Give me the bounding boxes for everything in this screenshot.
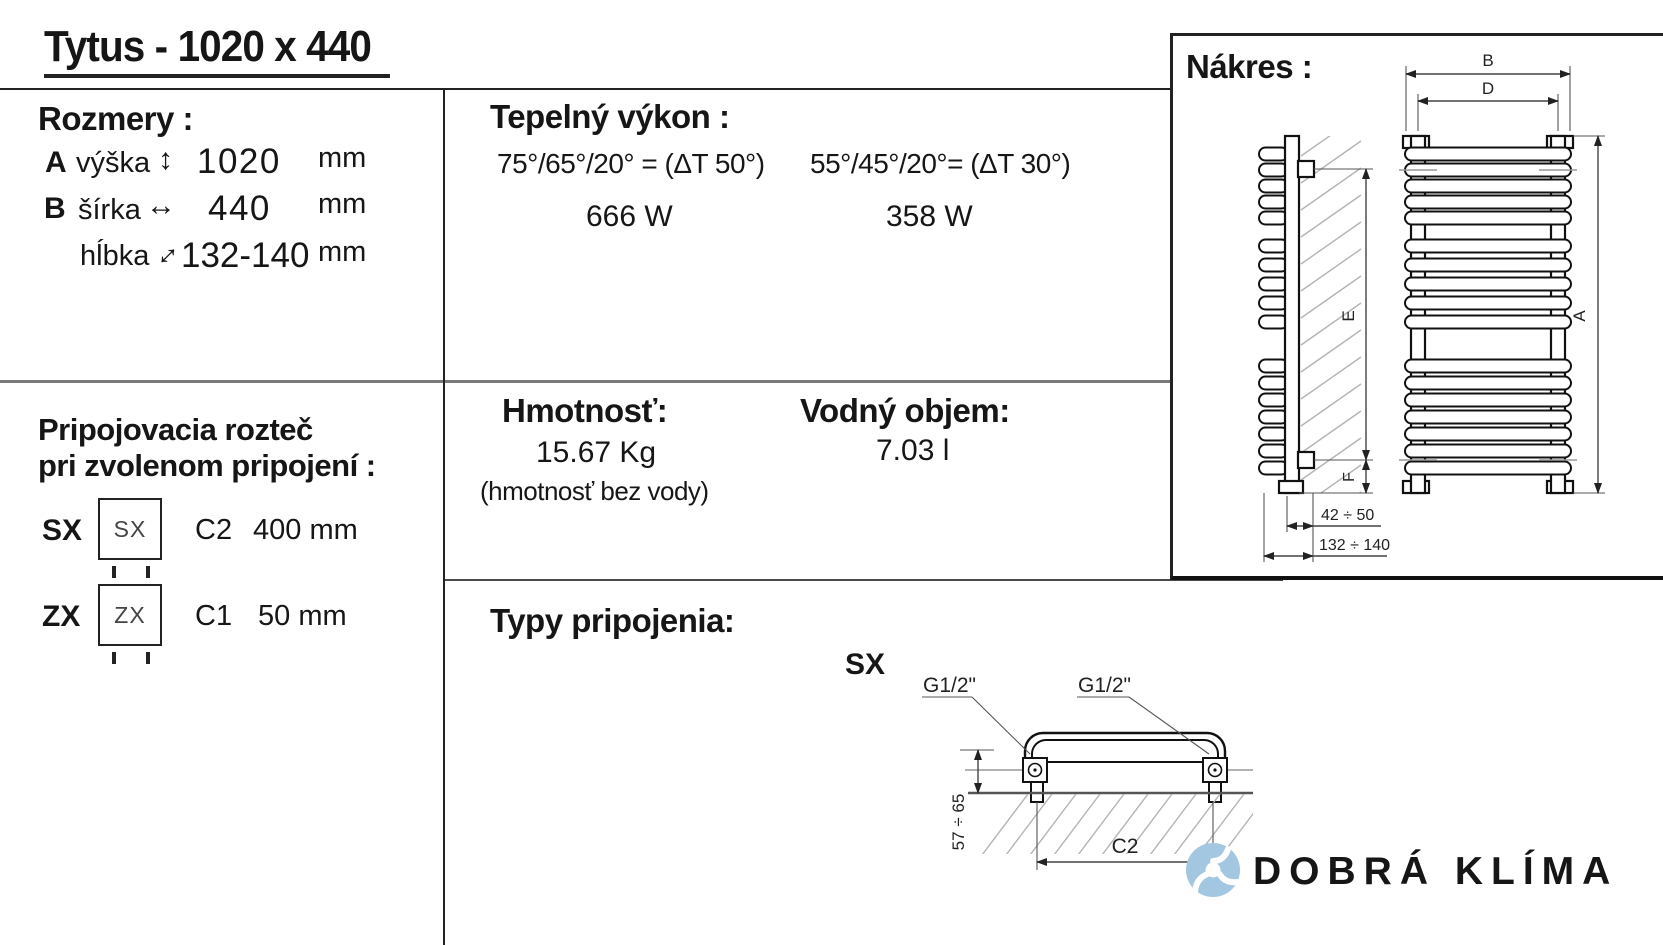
pipe-tick: [146, 652, 150, 664]
typy-variant-label: SX: [845, 648, 886, 681]
vodny-objem-heading: Vodný objem:: [800, 392, 1010, 429]
vertical-arrow-icon: ↕: [158, 143, 173, 176]
connection-symbol-box: ZX: [98, 584, 162, 646]
tepelny-heading: Tepelný výkon :: [490, 98, 730, 135]
pipe-tick: [112, 652, 116, 664]
hmotnost-value: 15.67 Kg: [536, 436, 657, 469]
title-underline: [44, 74, 390, 78]
dobra-klima-logo-icon: [1183, 838, 1243, 902]
nakres-heading: Nákres :: [1186, 48, 1313, 85]
dim-value: 132-140: [181, 236, 310, 275]
formula-dt30: 55°/45°/20°= (ΔT 30°): [810, 148, 1071, 179]
hmotnost-heading: Hmotnosť:: [502, 392, 668, 429]
front-view-tubes: [1405, 148, 1571, 475]
dim-B-label: B: [1482, 51, 1494, 70]
pipe-tick: [112, 566, 116, 578]
connection-code: C2: [195, 514, 233, 546]
pipe-tick: [146, 566, 150, 578]
dim-unit: mm: [318, 188, 367, 220]
pripojovacia-heading-line2: pri zvolenom pripojení :: [38, 448, 376, 483]
dim-value: 440: [208, 189, 271, 228]
connection-code: C1: [195, 600, 233, 632]
side-view-foot: [1279, 481, 1303, 493]
dim-key: B: [44, 192, 66, 225]
formula-dt50: 75°/65°/20° = (ΔT 50°): [497, 148, 765, 179]
span-dim-label: C2: [1111, 835, 1139, 858]
diagonal-arrow-icon: ↔: [142, 230, 187, 275]
horizontal-arrow-icon: ↔: [146, 189, 176, 222]
side-view-tubes: [1259, 148, 1288, 475]
divider-top: [0, 88, 1170, 90]
dim-unit: mm: [318, 142, 367, 174]
dim-value: 1020: [197, 142, 281, 181]
connection-value: 50 mm: [258, 600, 347, 632]
valve-right: [1203, 758, 1227, 802]
side-view-collector: [1285, 136, 1299, 493]
dim-label: šírka: [78, 194, 141, 226]
connection-value: 400 mm: [253, 514, 358, 546]
divider-bottom: [443, 579, 1283, 581]
page-title: Tytus - 1020 x 440: [44, 22, 371, 71]
hmotnost-note: (hmotnosť bez vody): [480, 476, 709, 506]
side-view-connector-bottom: [1298, 452, 1314, 468]
power-dt50: 666 W: [586, 200, 673, 233]
divider-middle: [0, 380, 1170, 383]
dim-E-label: E: [1339, 310, 1358, 322]
leader-left: [972, 697, 1030, 754]
divider-vertical: [443, 88, 445, 945]
dim-D-label: D: [1481, 79, 1495, 98]
leader-right: [1129, 697, 1209, 754]
thread-label-right: G1/2": [1078, 674, 1131, 697]
connection-symbol-box: SX: [98, 498, 162, 560]
nakres-panel: [1170, 33, 1663, 580]
radiator-technical-drawing: [1173, 36, 1663, 572]
power-dt30: 358 W: [886, 200, 973, 233]
typy-heading: Typy pripojenia:: [490, 602, 735, 639]
dobra-klima-logo-text: DOBRÁ KLÍMA: [1253, 850, 1619, 893]
dim-unit: mm: [318, 236, 367, 268]
rozmery-heading: Rozmery :: [38, 100, 194, 137]
side-view-connector-top: [1298, 161, 1314, 177]
dim-F-label: F: [1341, 472, 1358, 482]
dim-label: hĺbka: [80, 240, 150, 272]
dim-label: výška: [76, 147, 151, 179]
thread-label-left: G1/2": [923, 674, 976, 697]
dim-A-label: A: [1570, 310, 1589, 322]
vodny-objem-value: 7.03 l: [876, 434, 950, 467]
wall-distance-label: 57 ÷ 65: [949, 793, 968, 851]
connection-label: ZX: [42, 600, 81, 633]
dim-depth-label: 132 ÷ 140: [1319, 537, 1391, 554]
dim-bracket-label: 42 ÷ 50: [1321, 507, 1375, 524]
dim-key: A: [45, 146, 67, 179]
pripojovacia-heading-line1: Pripojovacia rozteč: [38, 412, 313, 447]
radiator-tube-profile: [1025, 733, 1225, 782]
connection-label: SX: [42, 514, 83, 547]
